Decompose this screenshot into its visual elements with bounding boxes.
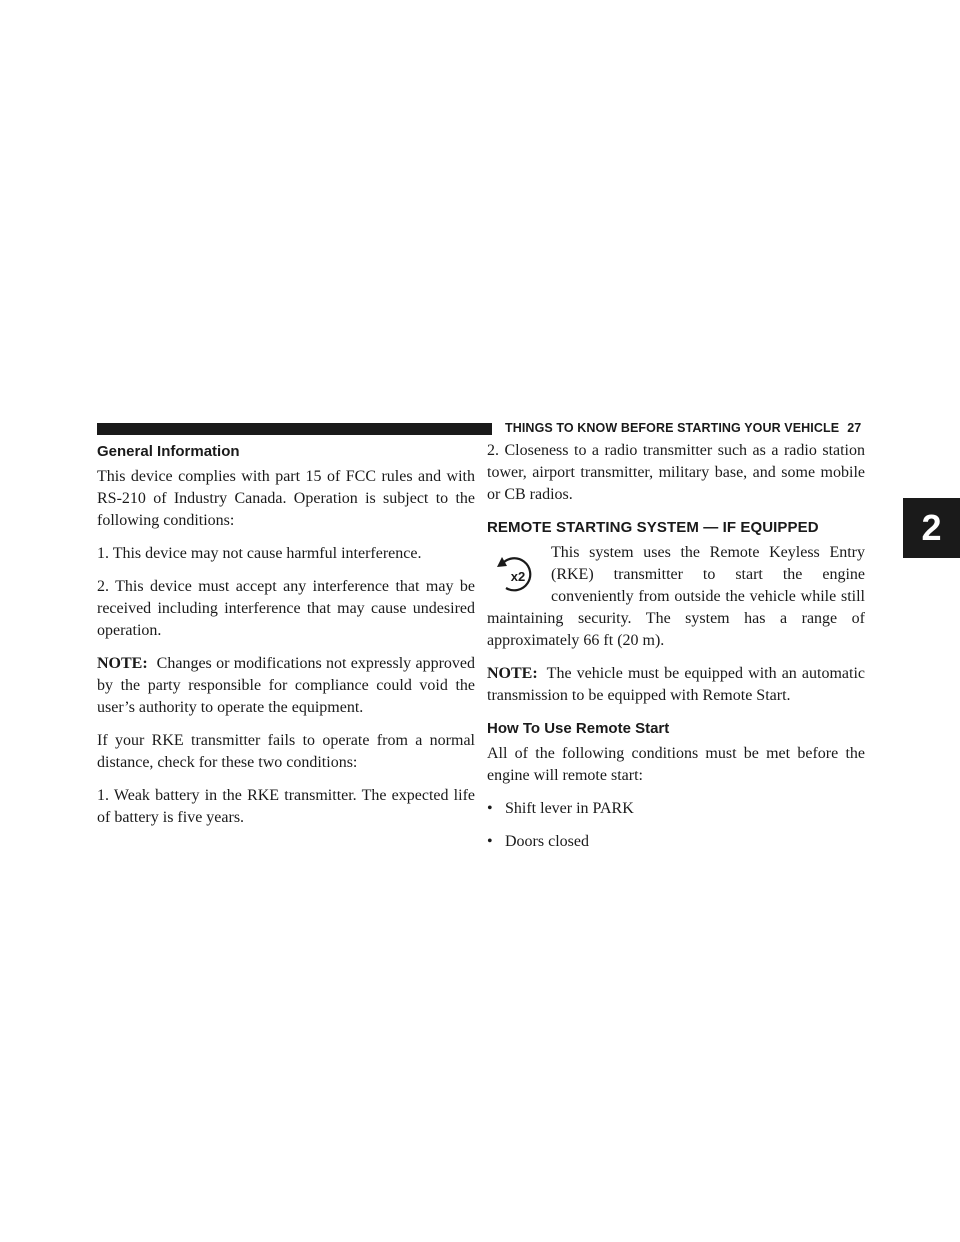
paragraph-remote-start: This system uses the Remote Keyless Entry (RKE) transmitter to start the engine conveniently from outside the vehicle while still maintaining security. The system has a range of approximately 66 ft (20 m).	[487, 544, 865, 649]
header-rule	[97, 423, 492, 435]
remote-start-description	[487, 542, 865, 652]
note-text: Changes or modifications not expressly approved by the party responsible for compliance could void the user’s authority to operate the equipment.	[97, 655, 475, 716]
paragraph-weak-battery: 1. Weak battery in the RKE transmitter. The expected life of battery is five years.	[97, 787, 475, 826]
page-number: 27	[847, 421, 862, 435]
heading-general-information: General Information	[97, 443, 240, 460]
paragraph-fcc: This device complies with part 15 of FCC rules and with RS-210 of Industry Canada. Operation is subject to the following conditions:	[97, 468, 475, 529]
paragraph-conditions-intro: All of the following conditions must be met before the engine will remote start:	[487, 745, 865, 784]
chapter-tab: 2	[903, 498, 960, 558]
note-label: NOTE:	[97, 655, 148, 672]
note-compliance	[97, 653, 475, 719]
left-column	[97, 440, 475, 840]
note-text: The vehicle must be equipped with an automatic transmission to be equipped with Remote Start.	[487, 665, 865, 704]
note-label: NOTE:	[487, 665, 538, 682]
paragraph-closeness: 2. Closeness to a radio transmitter such as a radio station tower, airport transmitter, military base, and some mobile or CB radios.	[487, 442, 865, 503]
bullet-icon: •	[487, 833, 493, 850]
running-header	[505, 418, 861, 438]
bullet-icon: •	[487, 800, 493, 817]
conditions-list	[487, 798, 865, 853]
paragraph-condition-1: 1. This device may not cause harmful interference.	[97, 545, 422, 562]
icon-x2-label: x2	[510, 569, 526, 584]
list-item: • Doors closed	[487, 831, 865, 853]
header-title: THINGS TO KNOW BEFORE STARTING YOUR VEHICLE	[505, 421, 840, 435]
heading-how-to-use-remote-start: How To Use Remote Start	[487, 720, 670, 737]
paragraph-condition-2: 2. This device must accept any interference that may be received including interference that may cause undesired operation.	[97, 578, 475, 639]
remote-start-icon	[487, 544, 545, 604]
heading-remote-starting-system: REMOTE STARTING SYSTEM — IF EQUIPPED	[487, 519, 819, 536]
list-item: • Shift lever in PARK	[487, 798, 865, 820]
paragraph-rke-fails: If your RKE transmitter fails to operate from a normal distance, check for these two conditions:	[97, 732, 475, 771]
note-automatic-transmission	[487, 663, 865, 707]
right-column	[487, 440, 865, 864]
